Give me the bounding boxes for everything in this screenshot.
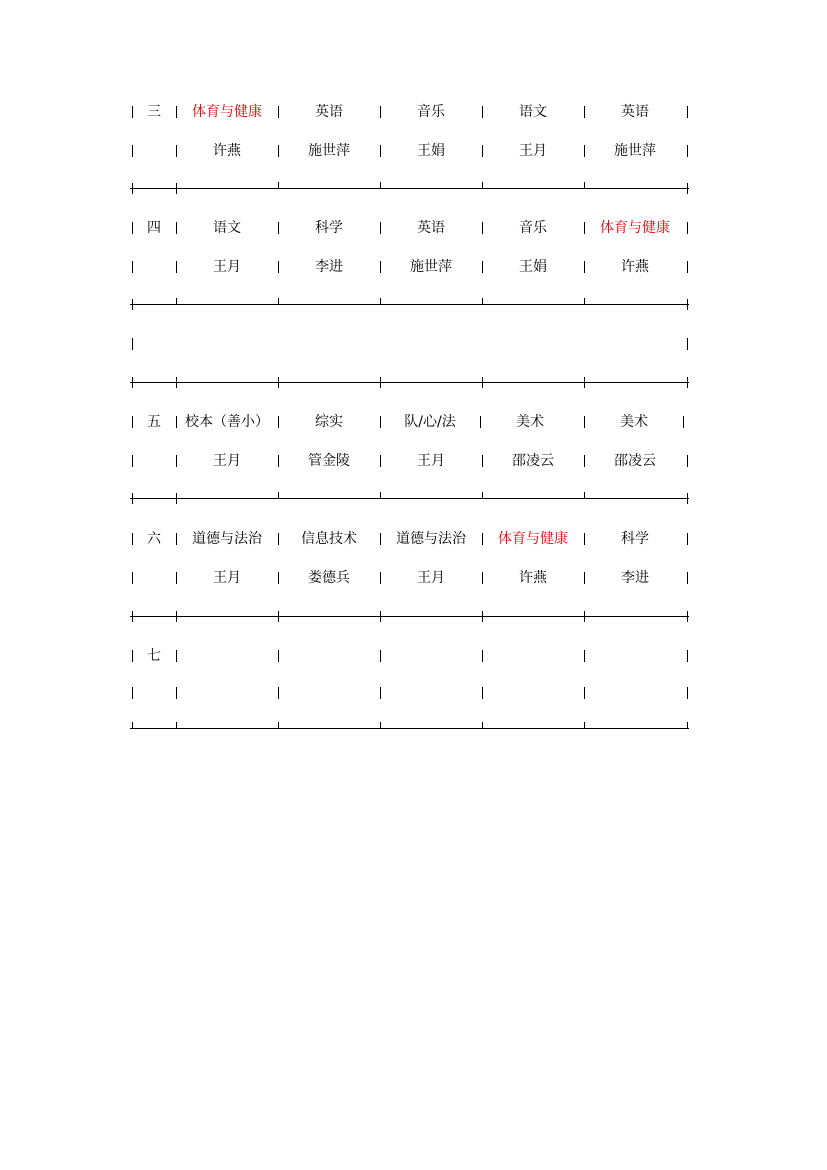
separator-line	[130, 304, 689, 305]
separator-tick	[132, 183, 133, 194]
separator-tick	[584, 377, 585, 388]
separator-tick	[278, 492, 279, 499]
column-border	[132, 145, 133, 157]
table-bottom-border	[130, 719, 690, 739]
row-separator	[130, 179, 690, 199]
teacher-cell: 李进	[621, 570, 649, 586]
row-separator	[130, 489, 690, 509]
teacher-cell: 王月	[213, 259, 241, 275]
separator-tick	[380, 492, 381, 499]
teacher-row-period-6	[130, 568, 690, 588]
separator-tick	[584, 182, 585, 189]
subject-cell: 体育与健康	[498, 531, 568, 547]
teacher-cell	[278, 683, 380, 703]
subject-cell: 音乐	[417, 104, 445, 120]
teacher-cell	[584, 683, 686, 703]
subject-cell: 体育与健康	[600, 220, 670, 236]
separator-tick	[132, 377, 133, 388]
separator-line	[130, 382, 689, 383]
separator-line	[130, 188, 689, 189]
subject-cell: 语文	[519, 104, 547, 120]
subject-cell	[584, 646, 686, 666]
subject-cell: 美术	[620, 414, 648, 430]
period-label: 三	[147, 104, 161, 120]
teacher-cell: 管金陵	[308, 453, 350, 469]
subject-cell: 科学	[621, 531, 649, 547]
subject-cell: 科学	[315, 220, 343, 236]
separator-tick	[132, 722, 133, 729]
period-label: 五	[147, 414, 161, 430]
separator-tick	[687, 377, 688, 388]
column-border	[132, 261, 133, 273]
column-border	[132, 687, 133, 699]
subject-cell: 道德与法治	[396, 531, 466, 547]
subject-cell: 信息技术	[301, 531, 357, 547]
subject-cell: 语文	[213, 220, 241, 236]
subject-cell: 体育与健康	[192, 104, 262, 120]
subject-row-period-5	[130, 412, 690, 432]
teacher-cell: 王月	[213, 453, 241, 469]
teacher-cell	[482, 683, 584, 703]
separator-tick	[132, 493, 133, 504]
teacher-cell: 王月	[213, 570, 241, 586]
separator-tick	[482, 377, 483, 388]
separator-tick	[278, 377, 279, 388]
separator-tick	[584, 492, 585, 499]
separator-tick	[380, 182, 381, 189]
column-border	[687, 145, 688, 157]
subject-cell: 美术	[516, 414, 544, 430]
separator-tick	[687, 493, 688, 504]
separator-tick	[176, 611, 177, 622]
separator-tick	[176, 298, 177, 305]
separator-tick	[687, 299, 688, 310]
separator-tick	[482, 298, 483, 305]
column-border	[687, 338, 688, 350]
separator-tick	[278, 182, 279, 189]
separator-tick	[278, 611, 279, 622]
separator-tick	[380, 377, 381, 388]
column-border	[687, 687, 688, 699]
subject-cell: 道德与法治	[192, 531, 262, 547]
teacher-cell: 李进	[315, 259, 343, 275]
period-label: 七	[147, 648, 161, 664]
teacher-cell: 王月	[417, 570, 445, 586]
separator-tick	[380, 611, 381, 622]
subject-cell: 音乐	[519, 220, 547, 236]
separator-tick	[380, 722, 381, 729]
separator-tick	[132, 299, 133, 310]
teacher-cell	[176, 683, 278, 703]
teacher-cell: 王娟	[417, 143, 445, 159]
teacher-cell: 许燕	[519, 570, 547, 586]
separator-tick	[584, 611, 585, 622]
separator-tick	[687, 183, 688, 194]
separator-line	[130, 616, 689, 617]
separator-tick	[482, 611, 483, 622]
subject-cell	[482, 646, 584, 666]
column-border	[132, 572, 133, 584]
column-border	[683, 416, 684, 428]
column-border	[687, 533, 688, 545]
teacher-row-period-7	[130, 683, 690, 703]
teacher-row-period-5	[130, 451, 690, 471]
subject-cell: 校本（善小）	[185, 414, 269, 430]
separator-tick	[380, 298, 381, 305]
row-separator	[130, 295, 690, 315]
subject-cell: 英语	[621, 104, 649, 120]
teacher-cell: 施世萍	[410, 259, 452, 275]
separator-line	[130, 728, 689, 729]
teacher-cell: 娄德兵	[308, 570, 350, 586]
separator-tick	[482, 182, 483, 189]
subject-row-period-4	[130, 218, 690, 238]
period-label: 四	[147, 220, 161, 236]
column-border	[687, 261, 688, 273]
separator-tick	[584, 722, 585, 729]
column-border	[132, 338, 133, 350]
separator-tick	[278, 298, 279, 305]
separator-tick	[132, 611, 133, 622]
separator-tick	[176, 493, 177, 504]
separator-tick	[278, 722, 279, 729]
column-border	[687, 106, 688, 118]
subject-cell: 队/心/法	[404, 414, 456, 430]
column-border	[687, 222, 688, 234]
separator-tick	[584, 298, 585, 305]
column-border	[132, 455, 133, 467]
teacher-row-period-3	[130, 141, 690, 161]
subject-cell	[176, 646, 278, 666]
separator-tick	[482, 722, 483, 729]
separator-tick	[687, 722, 688, 729]
teacher-cell	[380, 683, 482, 703]
column-border	[687, 572, 688, 584]
separator-tick	[176, 377, 177, 388]
column-border	[687, 455, 688, 467]
teacher-cell: 邵凌云	[512, 453, 554, 469]
teacher-cell: 许燕	[621, 259, 649, 275]
subject-row-period-3	[130, 102, 690, 122]
teacher-cell: 王月	[519, 143, 547, 159]
subject-cell	[278, 646, 380, 666]
separator-tick	[176, 183, 177, 194]
separator-line	[130, 498, 689, 499]
subject-cell: 英语	[315, 104, 343, 120]
separator-tick	[687, 611, 688, 622]
subject-cell: 英语	[417, 220, 445, 236]
separator-tick	[482, 492, 483, 499]
subject-cell	[380, 646, 482, 666]
subject-cell: 综实	[315, 414, 343, 430]
row-separator	[130, 607, 690, 627]
column-border	[687, 650, 688, 662]
teacher-cell: 王月	[417, 453, 445, 469]
teacher-cell: 施世萍	[614, 143, 656, 159]
teacher-cell: 邵凌云	[614, 453, 656, 469]
subject-row-period-7	[130, 646, 690, 666]
period-label: 六	[147, 531, 161, 547]
break-row	[130, 334, 690, 354]
teacher-cell: 许燕	[213, 143, 241, 159]
teacher-cell: 王娟	[519, 259, 547, 275]
teacher-cell: 施世萍	[308, 143, 350, 159]
subject-row-period-6	[130, 529, 690, 549]
separator-tick	[176, 722, 177, 729]
row-separator	[130, 373, 690, 393]
teacher-row-period-4	[130, 257, 690, 277]
